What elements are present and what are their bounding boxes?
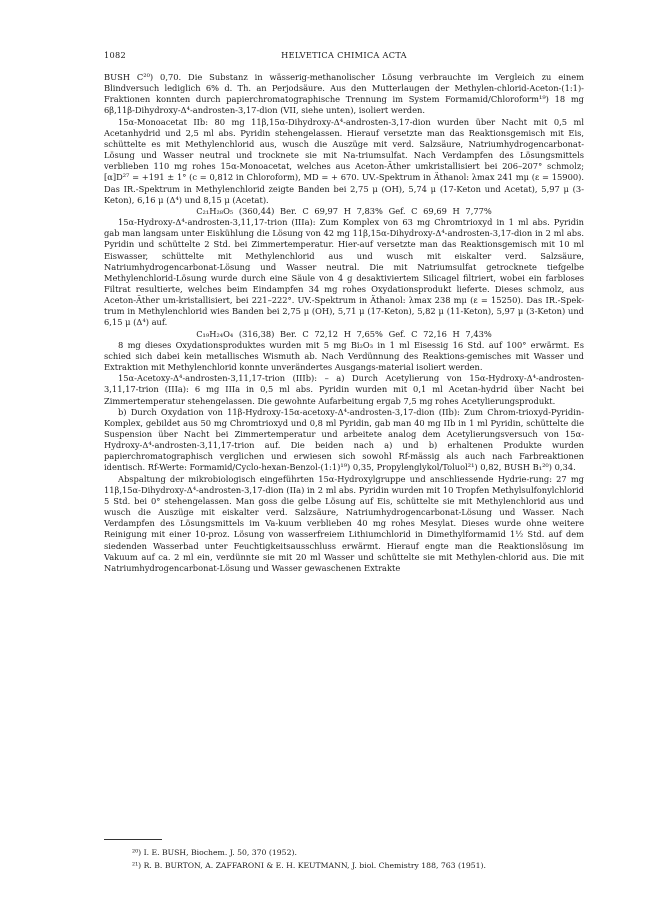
article-body	[104, 72, 584, 574]
elemental-analysis: C₁₉H₂₄O₄ (316,38) Ber. C 72,12 H 7,65% Gef. C 72,16 H 7,43%	[196, 328, 492, 339]
footnote: ²⁰) I. E. BUSH, Biochem. J. 50, 370 (1952).	[132, 848, 297, 857]
paragraph: 8 mg dieses Oxydationsproduktes wurden mit 5 mg Bi₂O₃ in 1 ml Eisessig 16 Std. auf 100° erwärmt. Es schied sich dabei kein metallisches Wismuth ab. Nach Verdünnung des Reaktions-gemisches mit Wasser und Extraktion mit Methylenchlorid konnte unverändertes Ausgangs-material isoliert werden.	[104, 339, 584, 373]
footnote: ²¹) R. B. BURTON, A. ZAFFARONI & E. H. KEUTMANN, J. biol. Chemistry 188, 763 (1951).	[132, 860, 486, 870]
journal-title: HELVETICA CHIMICA ACTA	[281, 50, 407, 60]
footnote-rule	[104, 839, 162, 840]
paragraph: 15α-Acetoxy-Δ⁴-androsten-3,11,17-trion (IIIb): – a) Durch Acetylierung von 15α-Hydroxy-Δ⁴-androsten-3,11,17-trion (IIIa): 6 mg IIIa in 0,5 ml abs. Pyridin wurden mit 0,1 ml Acetan-hydrid über Nacht bei Zimmertemperatur stehengelassen. Die gewohnte Aufarbeitung ergab 7,5 mg rohes Acetylierungsprodukt.	[104, 373, 584, 406]
paragraph: b) Durch Oxydation von 11β-Hydroxy-15α-acetoxy-Δ⁴-androsten-3,17-dion (IIb): Zum Chrom-trioxyd-Pyridin-Komplex, gebildet aus 50 mg Chromtrioxyd und 0,8 ml Pyridin, gab man 40 mg IIb in 1 ml Pyridin, schüttelte die Suspension über Nacht bei Zimmertemperatur und arbeitete analog dem Acetylierungsversuch von 15α-Hydroxy-Δ⁴-androsten-3,11,17-trion auf. Die beiden nach a) und b) erhaltenen Produkte wurden papierchromatographisch verglichen und erwiesen sich sowohl Rf-mässig als auch nach Farbreaktionen identisch. Rf-Werte: Formamid/Cyclo-hexan-Benzol-(1:1)¹⁹) 0,35, Propylenglykol/Toluol²¹) 0,82, BUSH B₁²⁰) 0,34.	[104, 406, 584, 473]
elemental-analysis: C₂₁H₂₈O₅ (360,44) Ber. C 69,97 H 7,83% Gef. C 69,69 H 7,77%	[196, 205, 492, 216]
page-number: 1082	[104, 50, 127, 60]
paragraph: 15α-Hydroxy-Δ⁴-androsten-3,11,17-trion (IIIa): Zum Komplex von 63 mg Chromtrioxyd in 1 ml abs. Pyridin gab man langsam unter Eiskühlung die Lösung von 42 mg 11β,15α-Dihydroxy-Δ⁴-androsten-3,17-dion in 2 ml abs. Pyridin und schüttelte 2 Std. bei Zimmertemperatur. Hier-auf versetzte man das Reaktionsgemisch mit 10 ml Eiswasser, schüttelte mit Methylenchlorid aus und wusch mit eiskalter verd. Salzsäure, Natriumhydrogencarbonat-Lösung und Wasser neutral. Die mit Natriumsulfat getrocknete tiefgelbe Methylenchlorid-Lösung wurde durch eine Säule von 4 g desaktiviertem Silicagel filtriert, wobei ein farbloses Filtrat resultierte, welches beim Eindampfen 34 mg rohes Oxydationsprodukt lieferte. Dieses schmolz, aus Aceton-Äther um-kristallisiert, bei 221–222°. UV.-Spektrum in Äthanol: λmax 238 mμ (ε = 15250). Das IR.-Spek-trum in Methylenchlorid wies Banden bei 2,75 μ (OH), 5,71 μ (17-Keton), 5,82 μ (11-Keton), 5,97 μ (3-Keton) und 6,15 μ (Δ⁴) auf.	[104, 217, 584, 328]
paragraph: BUSH C²⁰) 0,70. Die Substanz in wässerig-methanolischer Lösung verbrauchte im Vergleich zu einem Blindversuch lediglich 6% d. Th. an Perjodsäure. Aus den Mutterlaugen der Methylen-chlorid-Aceton-(1:1)-Fraktionen konnten durch papierchromatographische Trennung im System Formamid/Chloroform¹⁹) 18 mg 6β,11β-Dihydroxy-Δ⁴-androsten-3,17-dion (VII, siehe unten), isoliert werden.	[104, 72, 584, 116]
running-header	[104, 50, 584, 62]
footnotes	[104, 847, 584, 872]
paragraph: Abspaltung der mikrobiologisch eingeführten 15α-Hydroxylgruppe und anschliessende Hydrie-rung: 27 mg 11β,15α-Dihydroxy-Δ⁴-androsten-3,17-dion (IIa) in 2 ml abs. Pyridin wurden mit 10 Tropfen Methylsulfonylchlorid 5 Std. bei 0° stehengelassen. Man goss die gelbe Lösung auf Eis, schüttelte sie mit Methylenchlorid aus und wusch die Auszüge mit eiskalter verd. Salzsäure, Natriumhydrogencarbonat-Lösung und Wasser. Nach Verdampfen des Lösungsmittels im Va-kuum verblieben 40 mg rohes Mesylat. Dieses wurde ohne weitere Reinigung mit einer 10-proz. Lösung von wasserfreiem Lithiumchlorid in Dimethylformamid 1½ Std. auf dem siedenden Wasserbad unter Feuchtigkeitsausschluss erwärmt. Hierauf engte man die Reaktionslösung im Vakuum auf ca. 2 ml ein, verdünnte sie mit 20 ml Wasser und schüttelte sie mit Methylen-chlorid aus. Die mit Natriumhydrogencarbonat-Lösung und Wasser gewaschenen Extrakte	[104, 473, 584, 573]
paragraph: 15α-Monoacetat IIb: 80 mg 11β,15α-Dihydroxy-Δ⁴-androsten-3,17-dion wurden über Nacht mit 0,5 ml Acetanhydrid und 2,5 ml abs. Pyridin stehengelassen. Hierauf versetzte man das Reaktionsgemisch mit Eis, schüttelte es mit Methylenchlorid aus, wusch die Auszüge mit verd. Salzsäure, Natriumhydrogencarbonat-Lösung und Wasser neutral und trocknete sie mit Na-triumsulfat. Nach Verdampfen des Lösungsmittels verblieben 110 mg rohes 15α-Monoacetat, welches aus Aceton-Äther umkristallisiert bei 206–207° schmolz; [α]D²⁷ = +191 ± 1° (c = 0,812 in Chloroform), MD = + 670. UV.-Spektrum in Äthanol: λmax 241 mμ (ε = 15900). Das IR.-Spektrum in Methylenchlorid zeigte Banden bei 2,75 μ (OH), 5,74 μ (17-Keton und Acetat), 5,97 μ (3-Keton), 6,16 μ (Δ⁴) und 8,15 μ (Acetat).	[104, 116, 584, 205]
